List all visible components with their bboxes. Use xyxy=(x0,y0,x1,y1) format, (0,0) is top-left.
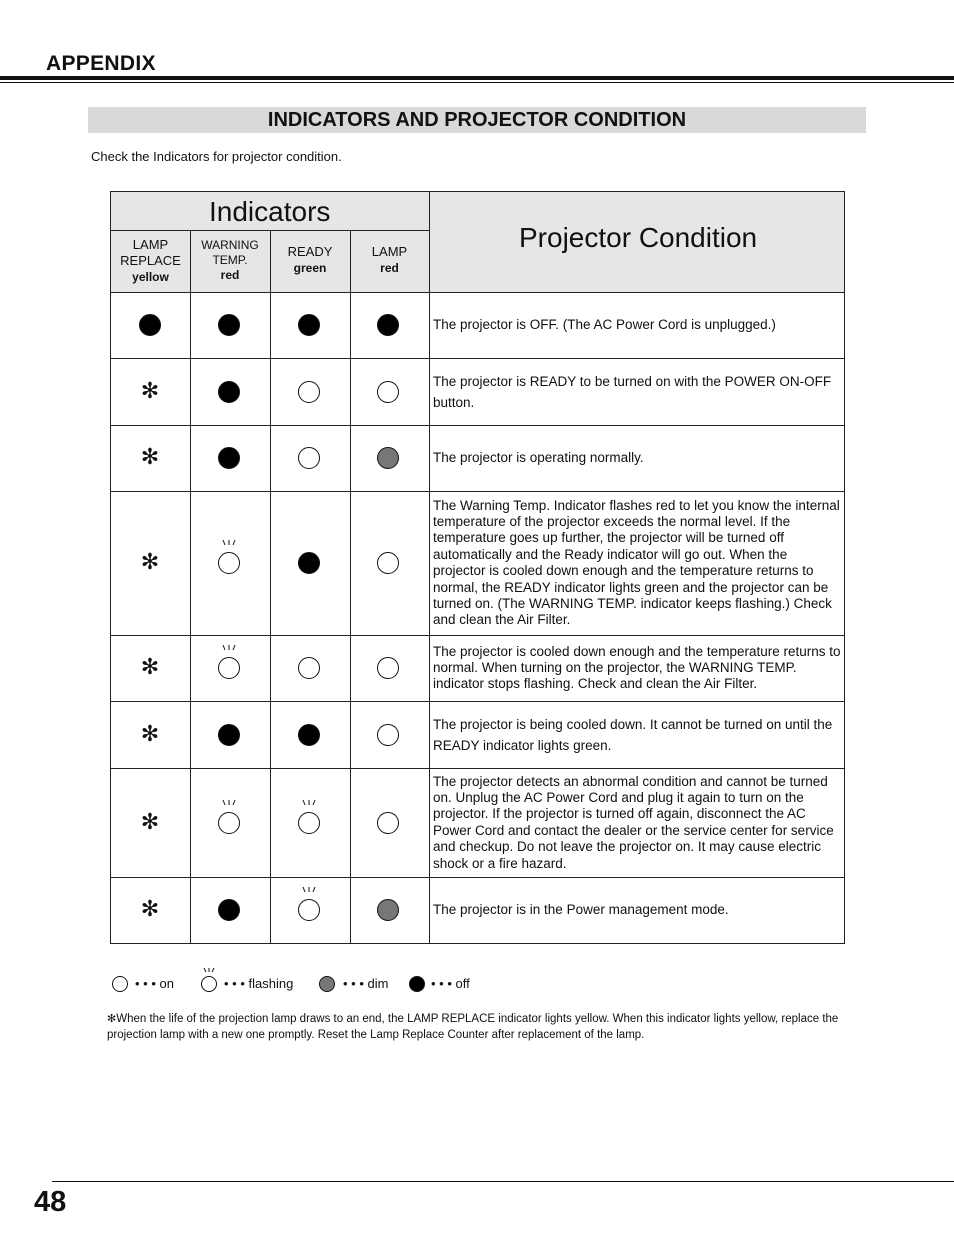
indicator-off xyxy=(218,447,240,469)
indicator-on xyxy=(298,381,320,403)
indicator-on xyxy=(377,724,399,746)
row-divider xyxy=(111,768,844,769)
lamp-replace-note-icon: ✻ xyxy=(140,808,160,834)
footnote-star-icon: ✻ xyxy=(107,1013,117,1025)
header-rule-thick xyxy=(0,76,954,80)
col-lamp: LAMP red xyxy=(350,231,429,292)
divider xyxy=(270,231,271,943)
legend-off-label: • • • off xyxy=(431,976,470,991)
indicator-flashing xyxy=(218,657,240,679)
section-label: APPENDIX xyxy=(46,52,156,75)
indicator-flashing xyxy=(218,552,240,574)
intro-text: Check the Indicators for projector condition. xyxy=(91,149,342,164)
condition-text: The projector detects an abnormal condition and cannot be turned on. Unplug the AC Power Cord and plug it again to turn on the projector. If the projector is turned off again, disconnect the AC Power Cord and contact the dealer or the service center for service and checkup. Do not leave the projector on. It may cause electric shock or a fire hazard. xyxy=(433,773,834,871)
lamp-replace-note-icon: ✻ xyxy=(140,654,160,679)
indicator-off xyxy=(298,552,320,574)
footnote-text: When the life of the projection lamp draws to an end, the LAMP REPLACE indicator lights yellow. When this indicator lights yellow, replace the projection lamp with a new one promptly. Reset the Lamp Replace Counter after replacement of the lamp. xyxy=(107,1013,839,1041)
row-divider xyxy=(111,635,844,636)
indicator-on xyxy=(377,381,399,403)
legend-flashing-label: • • • flashing xyxy=(224,976,294,991)
lamp-replace-note-icon: ✻ xyxy=(140,377,160,403)
condition-text: The projector is operating normally. xyxy=(433,450,644,465)
row-divider xyxy=(111,425,844,426)
indicator-off xyxy=(218,724,240,746)
legend-flashing-indicator xyxy=(201,976,217,992)
col-warning-temp: WARNING TEMP. red xyxy=(190,231,270,292)
divider xyxy=(111,292,844,293)
footnote xyxy=(107,1012,847,1043)
flash-rays-icon xyxy=(218,539,240,549)
flash-rays-icon xyxy=(218,644,240,654)
col-lamp-replace: LAMP REPLACE yellow xyxy=(111,231,190,292)
indicator-off xyxy=(218,314,240,336)
legend-on-indicator xyxy=(112,976,128,992)
lamp-replace-note-icon: ✻ xyxy=(140,549,160,574)
lamp-replace-note-icon: ✻ xyxy=(140,896,160,921)
footer-rule xyxy=(52,1181,954,1182)
projector-condition-header: Projector Condition xyxy=(429,192,844,292)
indicator-on xyxy=(377,552,399,574)
divider xyxy=(190,231,191,943)
indicator-off xyxy=(298,314,320,336)
legend-dim-label: • • • dim xyxy=(343,976,389,991)
indicator-flashing xyxy=(218,812,240,834)
flash-rays-icon xyxy=(218,799,240,809)
condition-text: The Warning Temp. Indicator flashes red to let you know the internal temperature of the projector exceeds the normal level. If the temperature goes up further, the projector will be turned off automatically and the Ready indicator will go out. When the projector is cooled down enough and the temperature returns to normal, the READY indicator lights green and the projector can be turned on. (The WARNING TEMP. indicator keeps flashing.) Check and clean the Air Filter. xyxy=(433,497,840,628)
indicator-on xyxy=(377,812,399,834)
indicator-on xyxy=(298,447,320,469)
indicator-dim xyxy=(377,899,399,921)
condition-text: The projector is READY to be turned on with the POWER ON-OFF button. xyxy=(433,373,832,410)
legend-flash-rays-icon xyxy=(201,967,217,975)
indicator-dim xyxy=(377,447,399,469)
col-ready: READY green xyxy=(270,231,350,292)
lamp-replace-note-icon: ✻ xyxy=(140,444,160,469)
indicator-flashing xyxy=(298,899,320,921)
indicator-off xyxy=(139,314,161,336)
legend-dim-indicator xyxy=(319,976,335,992)
divider xyxy=(429,192,430,943)
condition-text: The projector is in the Power management mode. xyxy=(433,902,729,917)
row-divider xyxy=(111,491,844,492)
condition-text: The projector is being cooled down. It cannot be turned on until the READY indicator lights green. xyxy=(433,716,833,753)
legend xyxy=(0,968,954,998)
condition-text: The projector is OFF. (The AC Power Cord is unplugged.) xyxy=(433,317,776,332)
indicator-on xyxy=(298,657,320,679)
indicator-on xyxy=(377,657,399,679)
flash-rays-icon xyxy=(298,799,320,809)
condition-text: The projector is cooled down enough and the temperature returns to normal. When turning on the projector, the WARNING TEMP. indicator stops flashing. Check and clean the Air Filter. xyxy=(433,643,841,692)
divider xyxy=(350,231,351,943)
page-number: 48 xyxy=(34,1186,67,1218)
indicator-off xyxy=(298,724,320,746)
indicator-table xyxy=(110,191,845,944)
indicator-flashing xyxy=(298,812,320,834)
header-rule-thin xyxy=(0,82,954,83)
indicator-off xyxy=(218,381,240,403)
indicator-off xyxy=(377,314,399,336)
row-divider xyxy=(111,877,844,878)
row-divider xyxy=(111,358,844,359)
lamp-replace-note-icon: ✻ xyxy=(140,720,160,746)
flash-rays-icon xyxy=(298,886,320,896)
row-divider xyxy=(111,701,844,702)
section-title: INDICATORS AND PROJECTOR CONDITION xyxy=(88,107,866,133)
legend-off-indicator xyxy=(409,976,425,992)
legend-on-label: • • • on xyxy=(135,976,174,991)
indicator-off xyxy=(218,899,240,921)
indicators-header: Indicators xyxy=(111,192,429,231)
